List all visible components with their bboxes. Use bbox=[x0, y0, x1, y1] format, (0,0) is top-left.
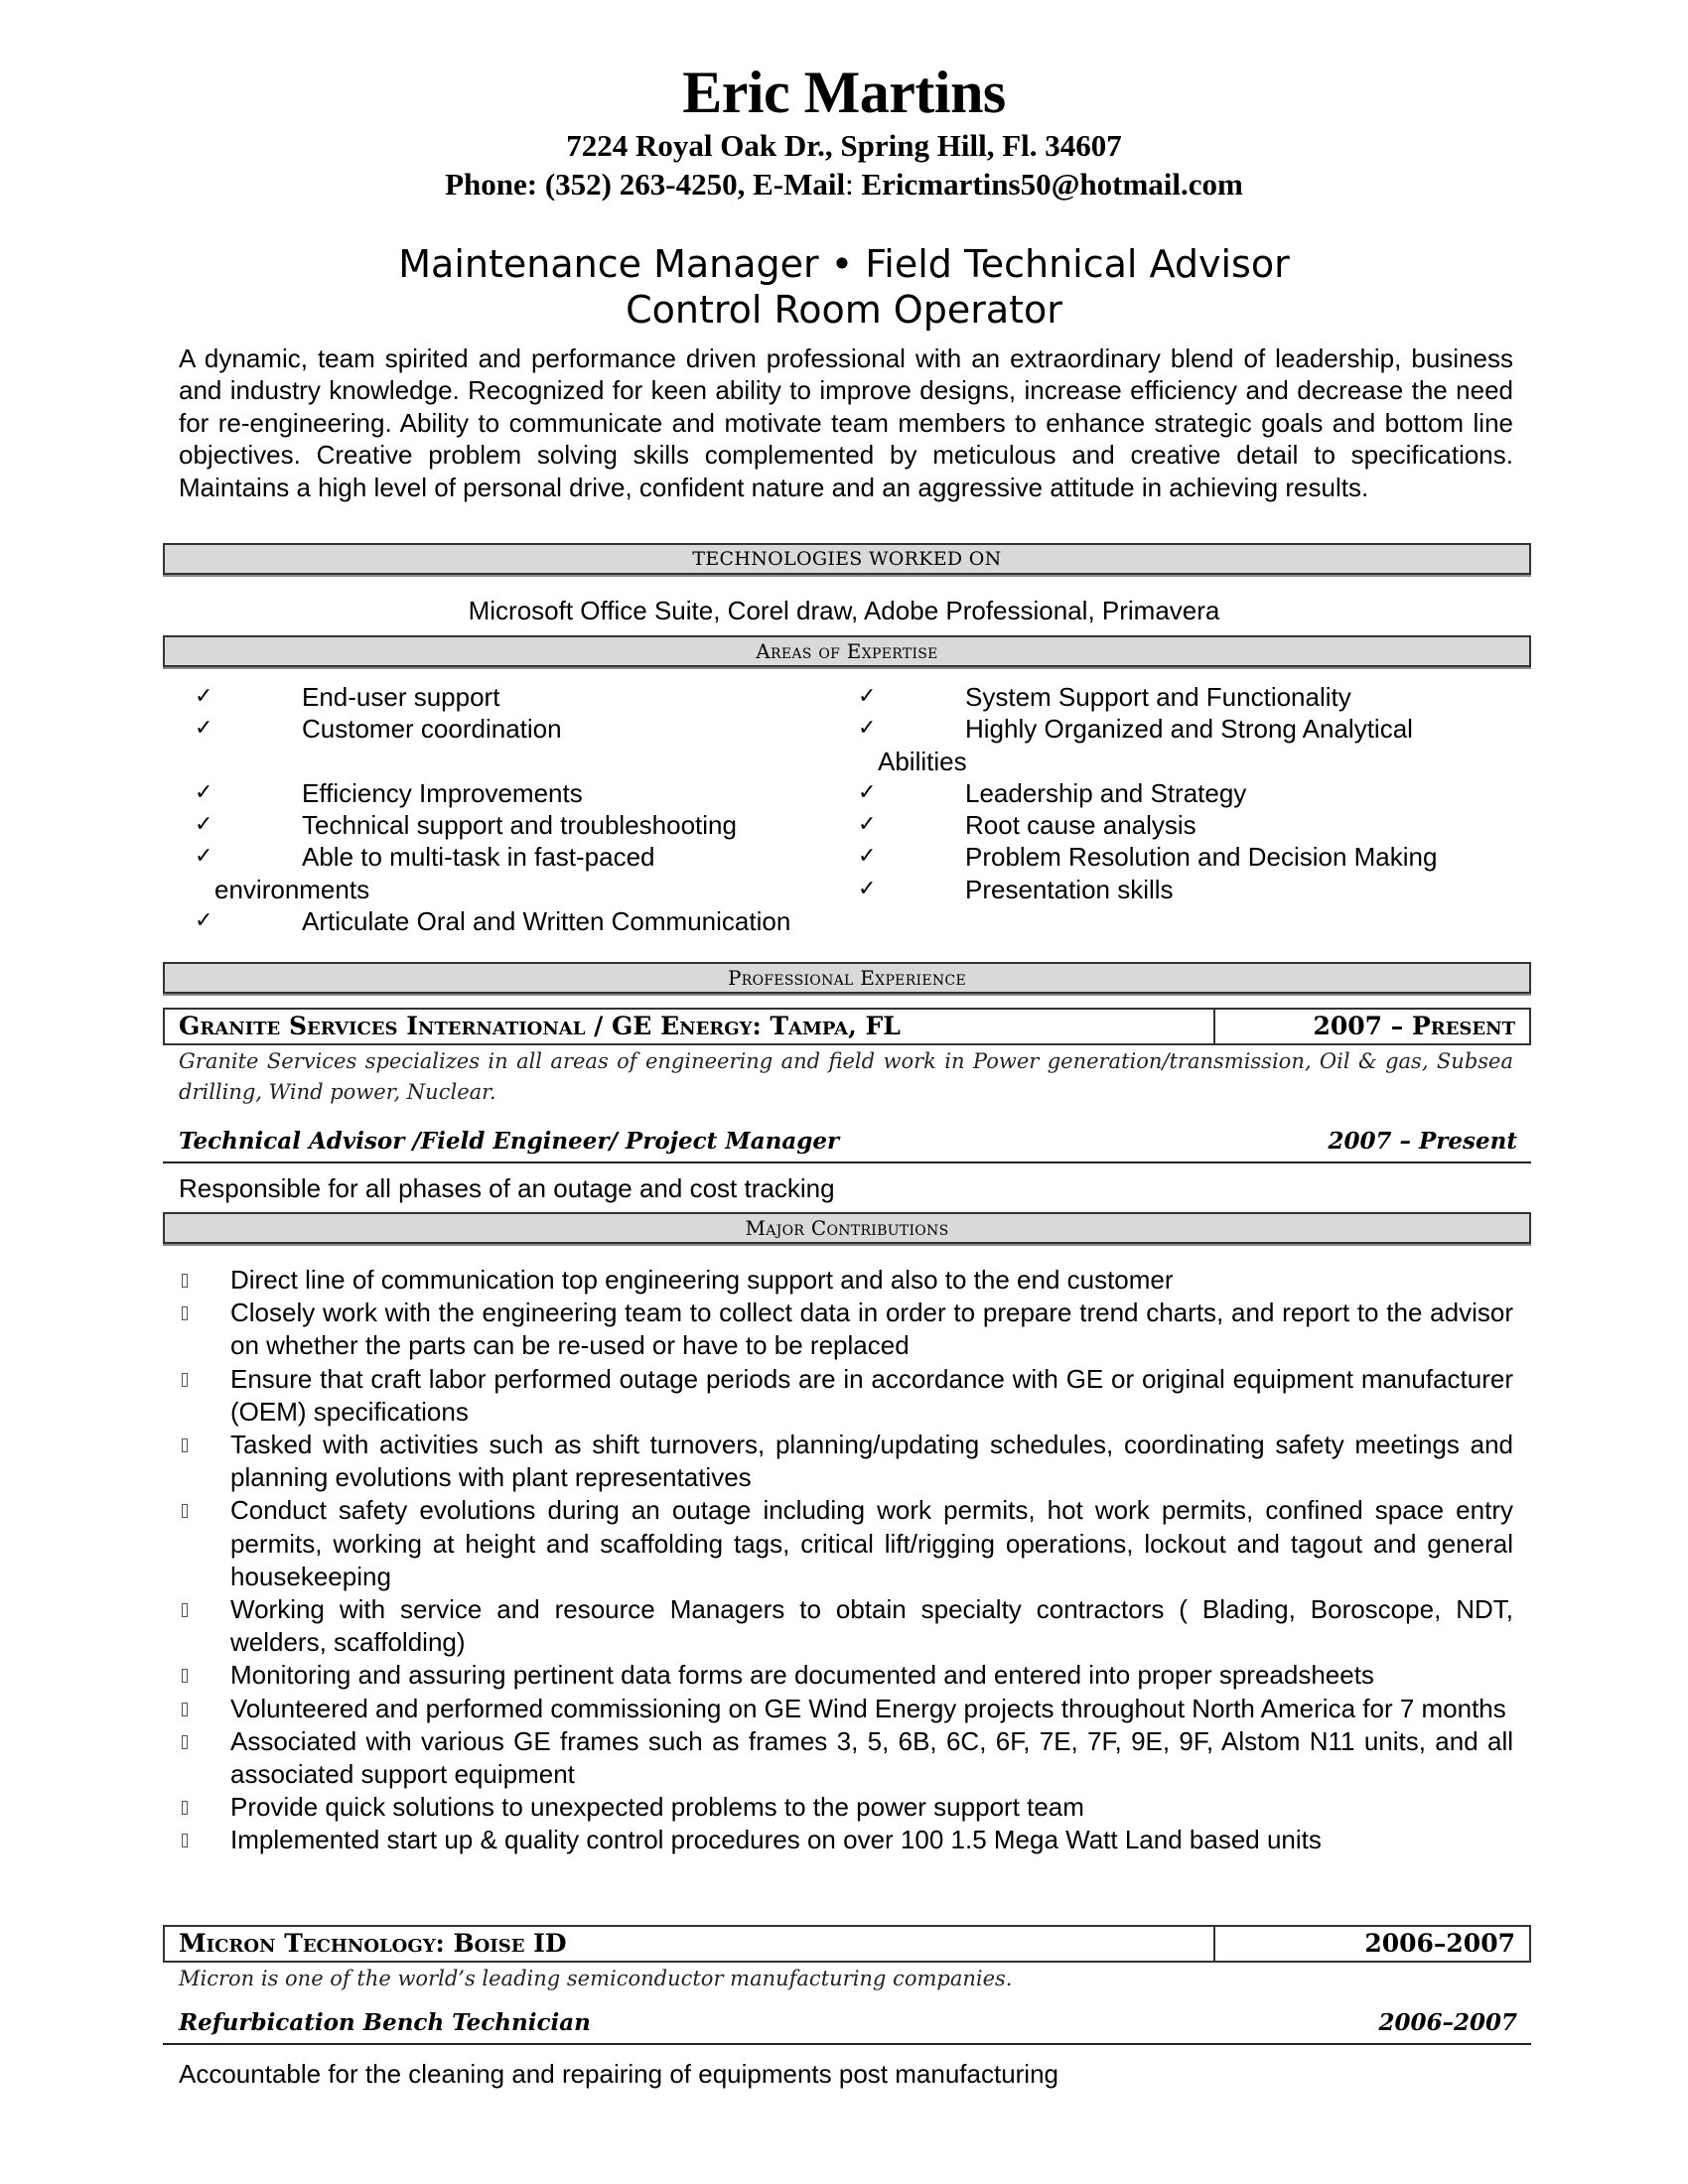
role-dates: 2007 – Present bbox=[1328, 1128, 1517, 1155]
list-item: Ensure that craft labor performed outage periods are in accordance with GE or original equipment manufacturer (OEM) specifications bbox=[179, 1363, 1513, 1429]
company-name: Granite Services International / GE Energy: Tampa, FL bbox=[179, 1012, 901, 1040]
phone: Phone: (352) 263-4250, E-Mail bbox=[445, 167, 846, 202]
contributions-list bbox=[179, 1264, 1513, 1857]
bullet-icon bbox=[182, 1735, 188, 1749]
expertise-column-right bbox=[858, 681, 1513, 905]
expertise-item: ✓ Problem Resolution and Decision Making bbox=[858, 842, 1438, 873]
role-dates: 2006–2007 bbox=[1378, 2009, 1517, 2036]
expertise-item: ✓ Customer coordination bbox=[195, 714, 562, 745]
list-item: Direct line of communication top engineering support and also to the end customer bbox=[179, 1264, 1513, 1297]
list-item: Monitoring and assuring pertinent data forms are documented and entered into proper spreadsheets bbox=[179, 1659, 1513, 1692]
bullet-icon bbox=[182, 1504, 188, 1518]
address: 7224 Royal Oak Dr., Spring Hill, Fl. 34607 bbox=[566, 128, 1122, 163]
technologies-list: Microsoft Office Suite, Corel draw, Adobe Professional, Primavera bbox=[468, 596, 1220, 625]
bullet-icon bbox=[182, 1801, 188, 1815]
expertise-item: ✓ Efficiency Improvements bbox=[195, 777, 583, 808]
expertise-item: ✓ Highly Organized and Strong Analytical Abilities bbox=[858, 714, 1413, 776]
job-titles-line-1: Maintenance Manager • Field Technical Advisor bbox=[398, 242, 1290, 286]
bullet-icon bbox=[182, 1274, 188, 1288]
section-heading-contributions: Major Contributions bbox=[163, 1212, 1531, 1244]
role-header bbox=[163, 2007, 1531, 2045]
list-item: Volunteered and performed commissioning on GE Wind Energy projects throughout North America for 7 months bbox=[179, 1693, 1513, 1725]
checkmark-icon: ✓ bbox=[195, 844, 213, 870]
expertise-item: ✓ Articulate Oral and Written Communication bbox=[195, 906, 791, 937]
checkmark-icon: ✓ bbox=[195, 716, 213, 742]
bullet-icon bbox=[182, 1438, 188, 1452]
role-responsibility: Responsible for all phases of an outage and cost tracking bbox=[179, 1173, 835, 1203]
list-item: Implemented start up & quality control procedures on over 100 1.5 Mega Watt Land based units bbox=[179, 1824, 1513, 1856]
candidate-name: Eric Martins bbox=[682, 60, 1006, 125]
company-dates: 2007 – Present bbox=[1213, 1010, 1529, 1043]
section-heading-technologies: TECHNOLOGIES WORKED ON bbox=[163, 543, 1531, 575]
bullet-icon bbox=[182, 1603, 188, 1617]
list-item: Provide quick solutions to unexpected problems to the power support team bbox=[179, 1791, 1513, 1824]
separator: : bbox=[845, 167, 854, 202]
role-title: Refurbication Bench Technician bbox=[179, 2009, 591, 2036]
list-item: Associated with various GE frames such as frames 3, 5, 6B, 6C, 6F, 7E, 7F, 9E, 9F, Alstom N11 units, and all associated support equipment bbox=[179, 1725, 1513, 1791]
spacer bbox=[195, 746, 830, 777]
checkmark-icon: ✓ bbox=[858, 684, 877, 709]
company-description: Granite Services specializes in all areas of engineering and field work in Power generation/transmission, Oil & gas, Subsea drilling, Wind power, Nuclear. bbox=[179, 1049, 1513, 1104]
section-heading-experience: Professional Experience bbox=[163, 962, 1531, 994]
bullet-icon bbox=[182, 1703, 188, 1716]
role-responsibility: Accountable for the cleaning and repairing of equipments post manufacturing bbox=[179, 2059, 1059, 2089]
job-titles-line-2: Control Room Operator bbox=[626, 288, 1062, 332]
company-header bbox=[163, 1008, 1531, 1045]
list-item: Tasked with activities such as shift turnovers, planning/updating schedules, coordinating safety meetings and planning evolutions with plant representatives bbox=[179, 1429, 1513, 1494]
bullet-icon bbox=[182, 1306, 188, 1320]
checkmark-icon: ✓ bbox=[858, 812, 877, 838]
bullet-icon bbox=[182, 1669, 188, 1683]
checkmark-icon: ✓ bbox=[195, 812, 213, 838]
checkmark-icon: ✓ bbox=[858, 844, 877, 870]
company-header bbox=[163, 1925, 1531, 1963]
role-title: Technical Advisor /Field Engineer/ Project Manager bbox=[179, 1128, 840, 1155]
list-item: Closely work with the engineering team to collect data in order to prepare trend charts, and report to the advisor on whether the parts can be re-used or have to be replaced bbox=[179, 1297, 1513, 1362]
company-dates: 2006–2007 bbox=[1213, 1927, 1529, 1961]
bullet-icon bbox=[182, 1373, 188, 1387]
expertise-item: ✓ Technical support and troubleshooting bbox=[195, 810, 737, 841]
profile-summary: A dynamic, team spirited and performance driven professional with an extraordinary blend of leadership, business and industry knowledge. Recognized for keen ability to improve designs, increase efficiency and decrease the need for re-engineering. Ability to communicate and motivate team members to enhance strategic goals and bottom line objectives. Creative problem solving skills complemented by meticulous and creative detail to specifications. Maintains a high level of personal drive, confident nature and an aggressive attitude in achieving results. bbox=[179, 343, 1513, 502]
email-link[interactable]: Ericmartins50@hotmail.com bbox=[853, 167, 1243, 202]
company-name: Micron Technology: Boise ID bbox=[179, 1929, 567, 1958]
checkmark-icon: ✓ bbox=[195, 908, 213, 934]
checkmark-icon: ✓ bbox=[858, 779, 877, 805]
checkmark-icon: ✓ bbox=[195, 779, 213, 805]
expertise-item: ✓ Root cause analysis bbox=[858, 810, 1196, 841]
role-header bbox=[163, 1126, 1531, 1163]
checkmark-icon: ✓ bbox=[195, 684, 213, 709]
list-item: Conduct safety evolutions during an outage including work permits, hot work permits, confined space entry permits, working at height and scaffolding tags, critical lift/rigging operations, lockout and tagout and general housekeeping bbox=[179, 1494, 1513, 1593]
checkmark-icon: ✓ bbox=[858, 876, 877, 901]
bullet-icon bbox=[182, 1834, 188, 1847]
expertise-column-left bbox=[195, 681, 830, 937]
expertise-item: ✓ End-user support bbox=[195, 682, 500, 712]
checkmark-icon: ✓ bbox=[858, 716, 877, 742]
expertise-item: ✓ Leadership and Strategy bbox=[858, 777, 1247, 808]
contact-line bbox=[0, 166, 1688, 204]
company-description: Micron is one of the world’s leading semiconductor manufacturing companies. bbox=[179, 1967, 1013, 1990]
expertise-item: ✓ System Support and Functionality bbox=[858, 682, 1351, 712]
list-item: Working with service and resource Managers to obtain specialty contractors ( Blading, Boroscope, NDT, welders, scaffolding) bbox=[179, 1593, 1513, 1659]
section-heading-expertise: Areas of Expertise bbox=[163, 635, 1531, 667]
expertise-item: ✓ Able to multi-task in fast-paced environments bbox=[195, 842, 655, 904]
expertise-item: ✓ Presentation skills bbox=[858, 874, 1174, 904]
